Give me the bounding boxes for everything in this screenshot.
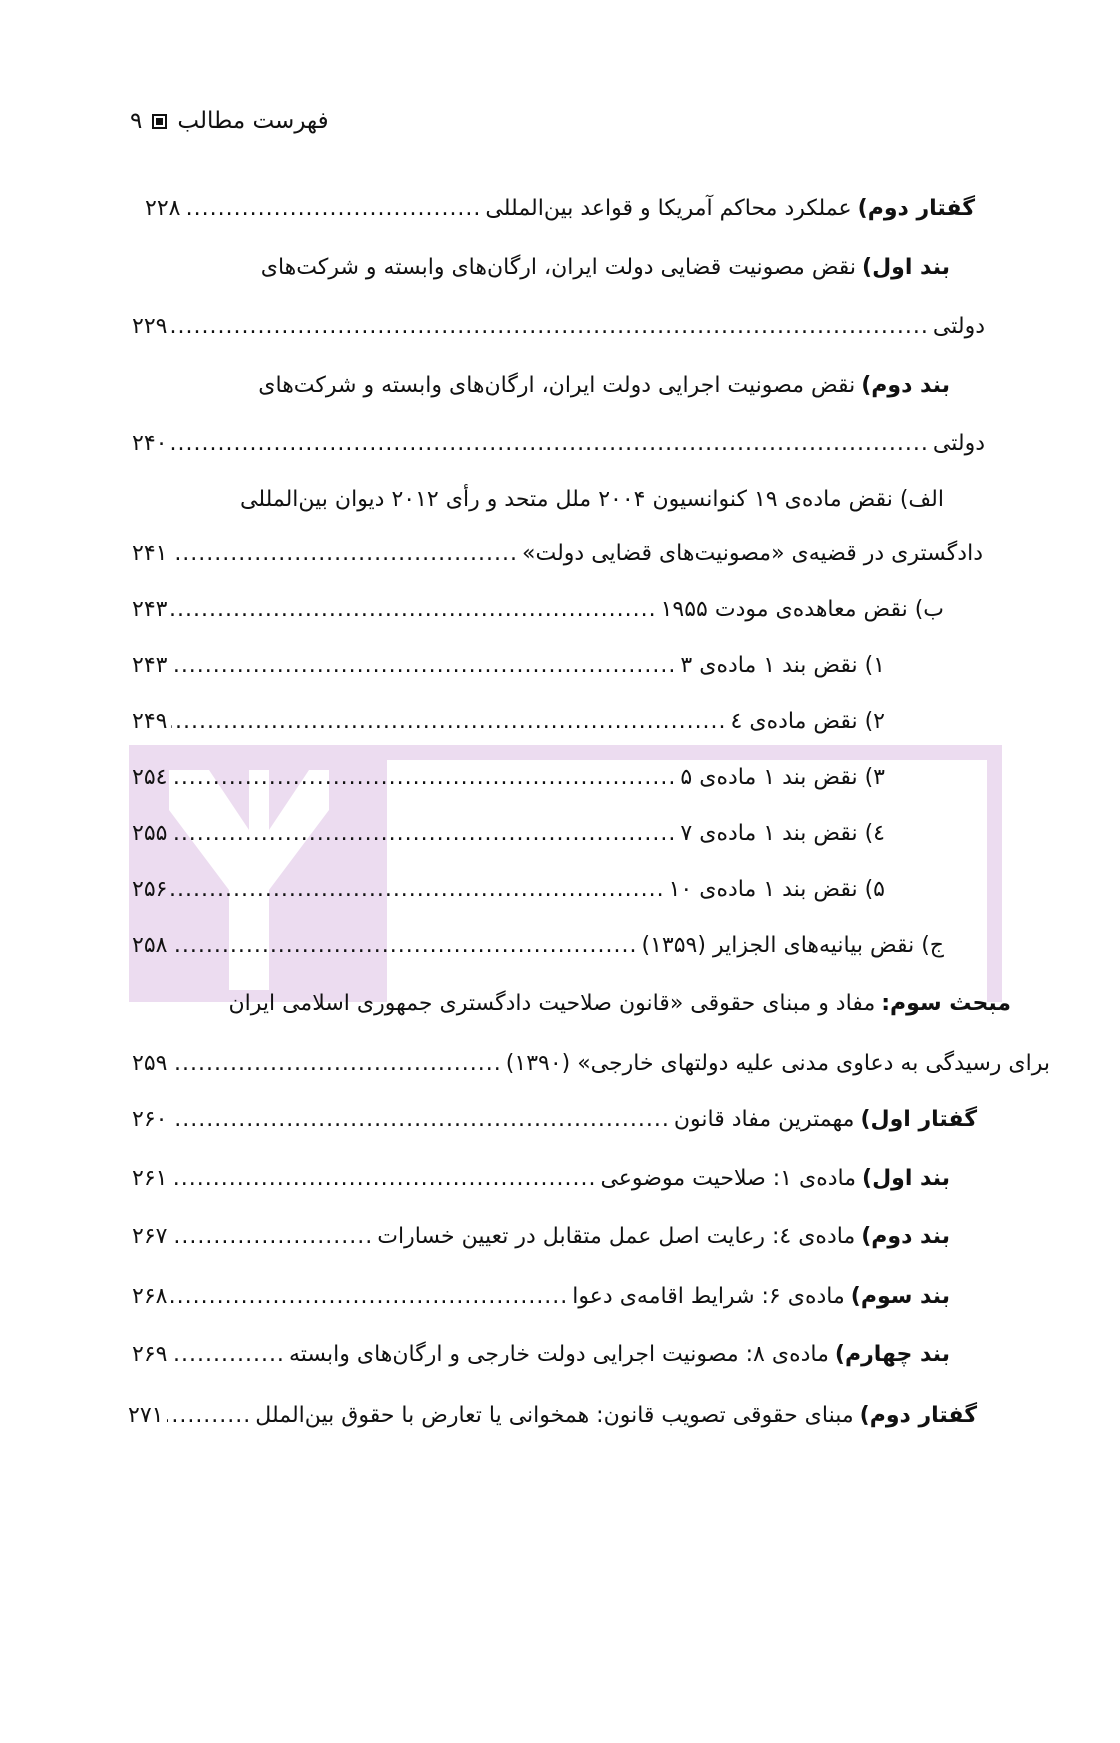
toc-entry-text: ماده‌ی ۱: صلاحیت موضوعی: [600, 1166, 857, 1191]
toc-page-number: ۲۶۷: [132, 1224, 168, 1249]
dot-leader: [171, 758, 676, 798]
toc-entry: [132, 1335, 950, 1375]
toc-entry-label: گفتار دوم): [859, 1403, 977, 1428]
toc-entry-title: [731, 702, 885, 742]
toc-entry-title: [506, 1044, 1050, 1084]
toc-page-number: ۲۴۰: [132, 431, 168, 456]
dot-leader: [171, 1044, 501, 1084]
toc-entry-text: ۱) نقض بند ۱ ماده‌ی ۳: [680, 653, 885, 678]
toc-page-number: ۲۴۳: [132, 597, 168, 622]
toc-entry: [132, 814, 885, 854]
toc-entry: [132, 1217, 950, 1257]
dot-leader: [171, 1277, 568, 1317]
toc-entry-text: ماده‌ی ۶: شرایط اقامه‌ی دعوا: [572, 1284, 845, 1309]
toc-entry-label: بند اول): [862, 255, 950, 280]
toc-entry: [132, 1100, 977, 1140]
toc-page-number: ۲۶۱: [132, 1166, 168, 1191]
toc-entry: [132, 1277, 950, 1317]
toc-entry-text: نقض مصونیت اجرایی دولت ایران، ارگان‌های وابسته و شرکت‌های: [258, 373, 856, 398]
toc-entry-text: دولتی: [932, 431, 985, 456]
toc-entry-title: [600, 1159, 950, 1199]
toc-entry: [132, 1044, 1050, 1084]
toc-entry-text: ماده‌ی ٤: رعایت اصل عمل متقابل در تعیین خسارات: [377, 1224, 856, 1249]
toc-entry-label: بند اول): [862, 1166, 950, 1191]
toc-entry-text: مفاد و مبنای حقوقی «قانون صلاحیت دادگستری جمهوری اسلامی ایران: [228, 991, 876, 1016]
toc-entry-label: بند سوم): [850, 1284, 950, 1309]
toc-entry-text: عملکرد محاکم آمریکا و قواعد بین‌المللی: [485, 196, 852, 221]
dot-leader: [184, 189, 481, 229]
toc-entry-title: [522, 534, 983, 574]
toc-entry-text: ب) نقض معاهده‌ی مودت ۱۹۵۵: [660, 597, 944, 622]
toc-entry-label: مبحث سوم:: [881, 991, 1011, 1016]
dot-leader: [171, 1335, 284, 1375]
toc-entry-text: مهمترین مفاد قانون: [673, 1107, 855, 1132]
toc-entry-title: [485, 189, 975, 229]
toc-entry-label: بند دوم): [861, 1224, 950, 1249]
toc-entry-text: ج) نقض بیانیه‌های الجزایر (۱۳۵۹): [641, 933, 944, 958]
toc-entry: [132, 307, 985, 347]
toc-entry-text: دادگستری در قضیه‌ی «مصونیت‌های قضایی دولت»: [522, 541, 983, 566]
dot-leader: [167, 1396, 251, 1436]
toc-entry-text: دولتی: [932, 314, 985, 339]
toc-page-number: ۲۷۱: [128, 1403, 164, 1428]
toc-entry: [132, 590, 944, 630]
toc-entry-label: بند دوم): [861, 373, 950, 398]
dot-leader: [171, 814, 676, 854]
toc-entry-title: [661, 590, 944, 630]
toc-entry-text: ماده‌ی ۸: مصونیت اجرایی دولت خارجی و ارگان‌های وابسته: [288, 1342, 829, 1367]
toc-entry-title: [680, 814, 885, 854]
toc-entry-title: [289, 1335, 950, 1375]
toc-entry-text: الف) نقض ماده‌ی ۱۹ کنوانسیون ۲۰۰۴ ملل متحد و رأی ۲۰۱۲ دیوان بین‌المللی: [239, 487, 944, 512]
toc-entry: [132, 926, 944, 966]
toc-entry: [132, 366, 950, 406]
toc-entry: [132, 248, 950, 288]
dot-leader: [171, 926, 637, 966]
toc-entry-title: [261, 248, 950, 288]
header-page-number: ۹: [130, 108, 143, 134]
toc-page-number: ۲۶۹: [132, 1342, 168, 1367]
toc-entry-title: [228, 984, 1011, 1024]
toc-entry: [132, 870, 885, 910]
dot-leader: [171, 870, 664, 910]
toc-entry: [132, 702, 885, 742]
dot-leader: [171, 590, 656, 630]
toc-entry-title: [933, 424, 985, 464]
toc-entry-text: نقض مصونیت قضایی دولت ایران، ارگان‌های وابسته و شرکت‌های: [260, 255, 857, 280]
toc-page-number: ۲۵۸: [132, 933, 168, 958]
toc-page-number: ۲۶۰: [132, 1107, 168, 1132]
toc-page-number: ۲۲۸: [145, 196, 181, 221]
toc-entry: [132, 534, 983, 574]
toc-entry-label: گفتار اول): [860, 1107, 977, 1132]
toc-entry-title: [240, 480, 944, 520]
dot-leader: [171, 307, 928, 347]
toc-entry: [145, 189, 975, 229]
toc-page-number: ۲۵٤: [132, 765, 168, 790]
toc-entry-text: مبنای حقوقی تصویب قانون: همخوانی یا تعارض با حقوق بین‌الملل: [255, 1403, 854, 1428]
toc-page-number: ۲۴۹: [132, 709, 168, 734]
toc-entry-title: [674, 1100, 977, 1140]
toc-page-number: ۲۵۹: [132, 1051, 168, 1076]
dot-leader: [171, 1217, 373, 1257]
toc-entry-text: ۲) نقض ماده‌ی ٤: [730, 709, 885, 734]
toc-entry-label: گفتار دوم): [857, 196, 975, 221]
dot-leader: [171, 1100, 669, 1140]
toc-page-number: ۲۶۸: [132, 1284, 168, 1309]
dot-leader: [171, 424, 928, 464]
toc-entry-title: [255, 1396, 977, 1436]
toc-entry: [135, 984, 1011, 1024]
toc-entry: [128, 1396, 977, 1436]
dot-leader: [171, 646, 676, 686]
toc-entry-text: ٤) نقض بند ۱ ماده‌ی ۷: [680, 821, 885, 846]
toc-entry-text: ۳) نقض بند ۱ ماده‌ی ۵: [680, 765, 885, 790]
toc-entry-title: [258, 366, 950, 406]
header-title: فهرست مطالب: [177, 108, 329, 134]
toc-entry-title: [933, 307, 985, 347]
toc-entry: [132, 758, 885, 798]
toc-entry-title: [642, 926, 944, 966]
dot-leader: [171, 1159, 596, 1199]
toc-entry-text: ۵) نقض بند ۱ ماده‌ی ۱۰: [668, 877, 885, 902]
dot-leader: [171, 534, 518, 574]
toc-entry-label: بند چهارم): [834, 1342, 950, 1367]
toc-page-number: ۲۴۱: [132, 541, 168, 566]
toc-entry-title: [572, 1277, 950, 1317]
square-bullet-icon: [152, 114, 167, 129]
toc-entry: [140, 480, 944, 520]
toc-page-number: ۲۵۵: [132, 821, 168, 846]
toc-entry-text: برای رسیدگی به دعاوی مدنی علیه دولتهای خارجی» (۱۳۹۰): [505, 1051, 1050, 1076]
toc-entry: [132, 1159, 950, 1199]
toc-page-number: ۲۵۶: [132, 877, 168, 902]
toc-page-number: ۲۴۳: [132, 653, 168, 678]
dot-leader: [171, 702, 726, 742]
toc-page-number: ۲۲۹: [132, 314, 168, 339]
running-header: [130, 108, 329, 134]
toc-entry-title: [680, 758, 885, 798]
toc-entry-title: [669, 870, 885, 910]
toc-entry-title: [377, 1217, 950, 1257]
toc-entry-title: [680, 646, 885, 686]
toc-entry: [132, 424, 985, 464]
toc-entry: [132, 646, 885, 686]
